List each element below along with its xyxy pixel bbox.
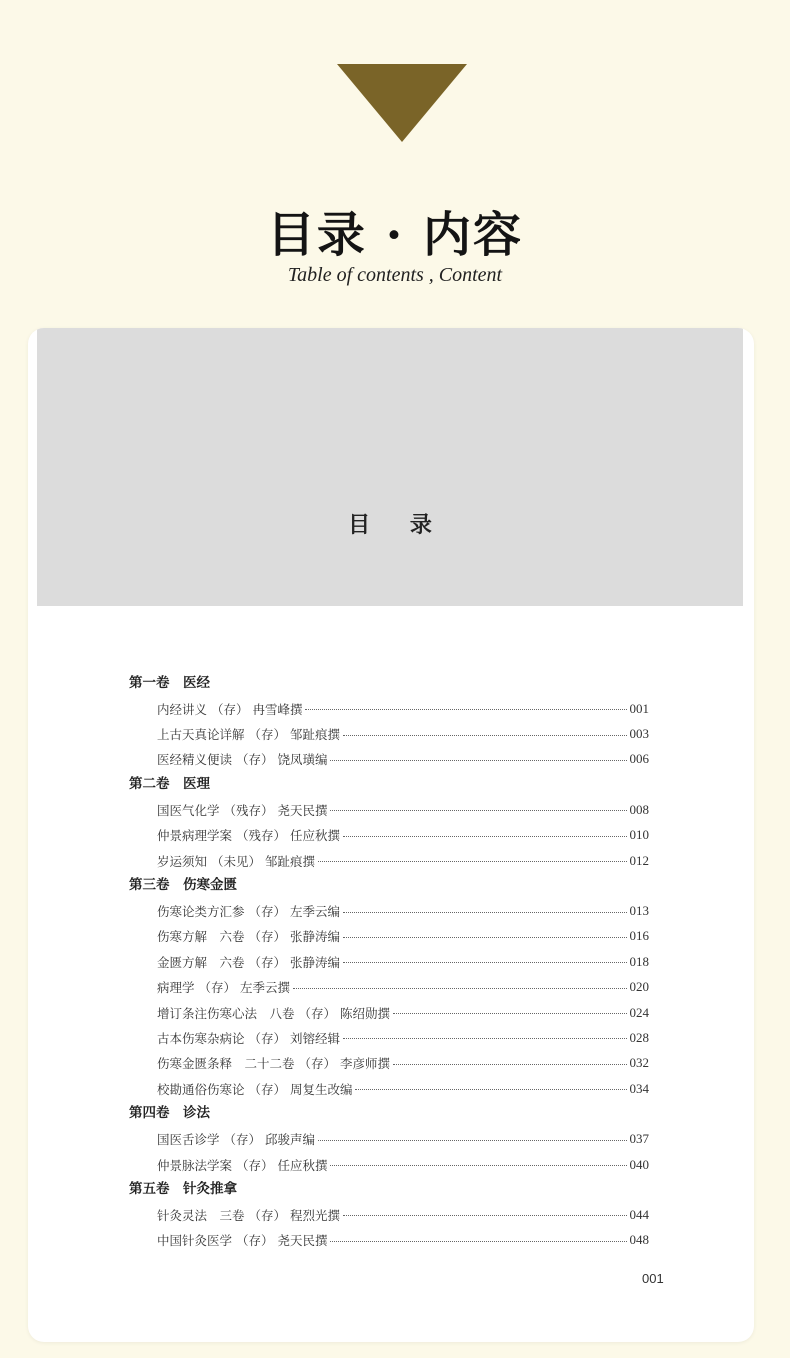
entry-title: 岁运须知 （未见） 邹趾痕撰 (157, 853, 315, 869)
dot-leader (343, 735, 627, 736)
dot-leader (343, 962, 627, 963)
volume-heading: 第三卷 伤寒金匮 (129, 877, 237, 894)
toc-entry (129, 823, 649, 848)
dot-leader (343, 1215, 627, 1216)
decorative-triangle (337, 64, 467, 142)
entry-page: 044 (629, 1206, 649, 1222)
entry-title: 内经讲义 （存） 冉雪峰撰 (157, 701, 303, 717)
dot-leader (318, 1140, 627, 1141)
entry-page: 020 (629, 979, 649, 995)
dot-leader (393, 1064, 627, 1065)
entry-page: 032 (629, 1055, 649, 1071)
entry-title: 金匮方解 六卷 （存） 张静涛编 (157, 954, 340, 970)
dot-leader (343, 937, 627, 938)
entry-page: 028 (629, 1029, 649, 1045)
toc-entry (129, 1152, 649, 1177)
toc-entry (129, 1051, 649, 1076)
toc-entry (129, 721, 649, 746)
entry-title: 仲景病理学案 （残存） 任应秋撰 (157, 828, 340, 844)
dot-leader (293, 988, 627, 989)
entry-page: 008 (629, 801, 649, 817)
toc-entry (129, 949, 649, 974)
entry-title: 国医气化学 （残存） 尧天民撰 (157, 802, 328, 818)
toc-heading: 目 录 (348, 513, 448, 538)
entry-page: 012 (629, 852, 649, 868)
entry-page: 006 (629, 751, 649, 767)
toc-entry (129, 975, 649, 1000)
volume-heading: 第四卷 诊法 (129, 1105, 210, 1122)
dot-leader (343, 912, 627, 913)
toc-entry (129, 1025, 649, 1050)
entry-page: 024 (629, 1004, 649, 1020)
toc-entry (129, 898, 649, 923)
dot-leader (343, 836, 627, 837)
entry-page: 018 (629, 953, 649, 969)
entry-title: 上古天真论详解 （存） 邹趾痕撰 (157, 727, 340, 743)
page-subtitle: Table of contents , Content (287, 264, 503, 286)
volume-heading: 第二卷 医理 (129, 776, 210, 793)
table-of-contents (129, 671, 649, 1253)
entry-title: 医经精义便读 （存） 饶凤璜编 (157, 752, 328, 768)
entry-title: 伤寒论类方汇参 （存） 左季云编 (157, 904, 340, 920)
page-header-band (37, 328, 743, 606)
page-number: 001 (642, 1271, 664, 1286)
page-title: 目录 · 内容 (266, 207, 524, 263)
entry-title: 伤寒金匮条释 二十二卷 （存） 李彦师撰 (157, 1056, 390, 1072)
toc-entry (129, 747, 649, 772)
entry-page: 016 (629, 928, 649, 944)
book-page-card (28, 328, 754, 1342)
toc-entry (129, 848, 649, 873)
dot-leader (305, 709, 626, 710)
entry-page: 010 (629, 827, 649, 843)
entry-title: 古本伤寒杂病论 （存） 刘镕经辑 (157, 1030, 340, 1046)
entry-page: 040 (629, 1156, 649, 1172)
dot-leader (355, 1089, 626, 1090)
entry-page: 048 (629, 1232, 649, 1248)
entry-title: 增订条注伤寒心法 八卷 （存） 陈绍勋撰 (157, 1005, 390, 1021)
toc-entry (129, 696, 649, 721)
toc-entry (129, 924, 649, 949)
toc-entry (129, 797, 649, 822)
toc-entry (129, 1202, 649, 1227)
dot-leader (318, 861, 627, 862)
entry-page: 003 (629, 726, 649, 742)
entry-page: 001 (629, 700, 649, 716)
entry-title: 病理学 （存） 左季云撰 (157, 980, 290, 996)
volume-heading: 第一卷 医经 (129, 675, 210, 691)
entry-title: 仲景脉法学案 （存） 任应秋撰 (157, 1157, 328, 1173)
dot-leader (393, 1013, 627, 1014)
entry-title: 伤寒方解 六卷 （存） 张静涛编 (157, 929, 340, 945)
entry-title: 针灸灵法 三卷 （存） 程烈光撰 (157, 1207, 340, 1223)
entry-title: 国医舌诊学 （存） 邱骏声编 (157, 1132, 315, 1148)
toc-entry (129, 1228, 649, 1253)
volume-heading: 第五卷 针灸推拿 (129, 1181, 237, 1198)
dot-leader (330, 760, 626, 761)
entry-title: 校勘通俗伤寒论 （存） 周复生改编 (157, 1081, 353, 1097)
entry-page: 037 (629, 1131, 649, 1147)
toc-entry (129, 1126, 649, 1151)
entry-page: 013 (629, 903, 649, 919)
entry-page: 034 (629, 1080, 649, 1096)
toc-entry (129, 1000, 649, 1025)
toc-entry (129, 1076, 649, 1101)
dot-leader (330, 810, 626, 811)
dot-leader (330, 1241, 626, 1242)
dot-leader (330, 1165, 626, 1166)
entry-title: 中国针灸医学 （存） 尧天民撰 (157, 1233, 328, 1249)
dot-leader (343, 1038, 627, 1039)
